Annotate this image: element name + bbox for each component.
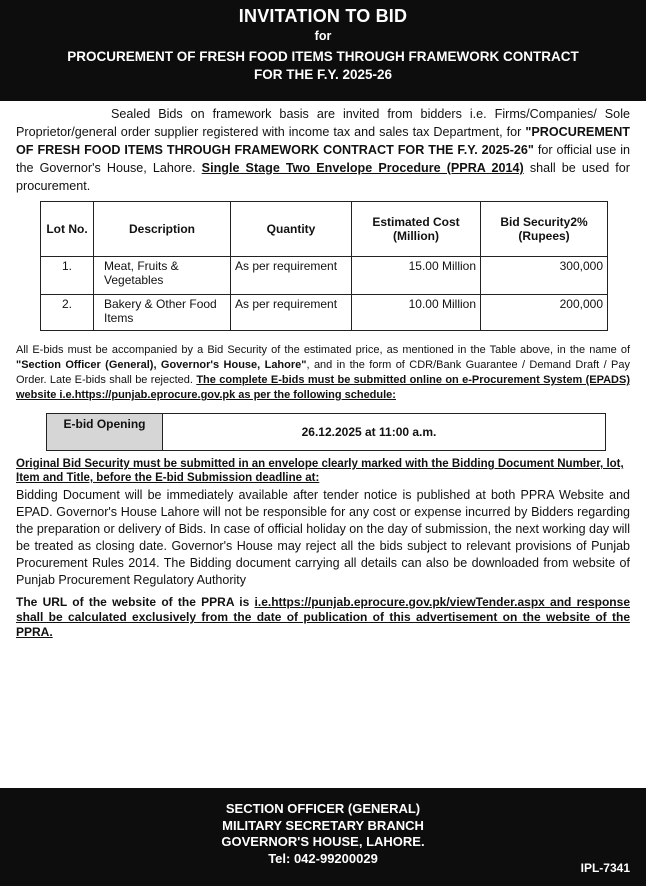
opening-datetime: 26.12.2025 at 11:00 a.m. <box>301 425 437 439</box>
header-banner <box>0 0 646 101</box>
security-text-2: , and in the form of CDR/Bank Guarantee / Demand Draft / Pay Order. Late E-bids shall be rejected. <box>16 359 630 386</box>
subtitle-line2: FOR THE F.Y. 2025-26 <box>253 67 393 82</box>
intro-bold-title: "PROCUREMENT OF FRESH FOOD ITEMS THROUGH FRAMEWORK CONTRACT FOR THE F.Y. 2025-26" <box>16 125 630 157</box>
header-description: Description <box>94 202 231 257</box>
cell-cost: 15.00 Million <box>352 257 481 295</box>
security-text-1: All E-bids must be accompanied by a Bid Security of the estimated price, as mentioned in the Table above, in the name of <box>16 344 630 356</box>
opening-label: E-bid Opening <box>47 414 163 450</box>
footer-phone: Tel: 042-99200029 <box>268 850 378 866</box>
epads-note: The complete E-bids must be submitted online on e-Procurement System (EPADS) website i.e.https://punjab.eprocure.gov.pk as per the following schedule: <box>16 374 630 401</box>
intro-text-3: shall be used for procurement. <box>16 161 630 193</box>
header-security: Bid Security2% (Rupees) <box>481 202 608 257</box>
original-security-note: Original Bid Security must be submitted in an envelope clearly marked with the Bidding Document Number, lot, Item and Title, before the E-bid Submission deadline at: <box>16 458 624 484</box>
opening-schedule <box>46 413 606 451</box>
bid-table <box>40 201 608 331</box>
title-for: for <box>314 29 332 43</box>
cell-lot: 2. <box>41 295 94 331</box>
intro-text-1: Sealed Bids on framework basis are invited from bidders i.e. Firms/Companies/ Sole Proprietor/general order supplier registered with income tax and sales tax Department, for <box>16 107 630 139</box>
cell-description: Bakery & Other Food Items <box>94 295 231 331</box>
cell-quantity: As per requirement <box>231 295 352 331</box>
footer-address: GOVERNOR'S HOUSE, LAHORE. <box>221 834 425 849</box>
footer-officer: SECTION OFFICER (GENERAL) <box>225 801 421 816</box>
subtitle-line1: PROCUREMENT OF FRESH FOOD ITEMS THROUGH FRAMEWORK CONTRACT <box>67 49 579 64</box>
url-text: The URL of the website of the PPRA is <box>16 595 255 609</box>
cell-description: Meat, Fruits & Vegetables <box>94 257 231 295</box>
footer-branch: MILITARY SECRETARY BRANCH <box>222 817 424 833</box>
security-note <box>16 343 630 403</box>
cell-lot: 1. <box>41 257 94 295</box>
security-payee: "Section Officer (General), Governor's House, Lahore" <box>16 359 307 371</box>
footer-banner <box>0 788 646 886</box>
ppra-url-link[interactable]: i.e.https://punjab.eprocure.gov.pk/viewTender.aspx and response shall be calculated exclusively from the date of publication of this advertisement on the website of the PPRA. <box>16 595 630 639</box>
ipl-code: IPL-7341 <box>580 860 630 875</box>
document-title: INVITATION TO BID <box>238 6 408 26</box>
intro-text-2: for official use in the Governor's House, Lahore. <box>16 143 630 175</box>
table-row <box>41 257 608 295</box>
cell-quantity: As per requirement <box>231 257 352 295</box>
procedure-text: Single Stage Two Envelope Procedure (PPRA 2014) <box>201 161 524 175</box>
header-cost: Estimated Cost (Million) <box>352 202 481 257</box>
intro-paragraph <box>16 105 630 195</box>
cell-security: 200,000 <box>481 295 608 331</box>
cell-cost: 10.00 Million <box>352 295 481 331</box>
table-row <box>41 295 608 331</box>
url-note <box>16 595 630 640</box>
bidding-paragraph: Bidding Document will be immediately available after tender notice is published at both PPRA Website and EPAD. Governor's House Lahore will not be responsible for any cost or expense incurred by Bidders regarding the preparation or delivery of Bids. In case of official holiday on the day of submission, the next working day will be treated as closing date. Governor's House may reject all the bids subject to relevant provisions of Punjab Procurement Rules 2014. The Bidding document carrying all details can also be downloaded from website of Punjab Procurement Regulatory Authority <box>16 488 630 587</box>
cell-security: 300,000 <box>481 257 608 295</box>
notice-body <box>0 101 646 640</box>
header-lot: Lot No. <box>41 202 94 257</box>
header-quantity: Quantity <box>231 202 352 257</box>
table-header-row <box>41 202 608 257</box>
